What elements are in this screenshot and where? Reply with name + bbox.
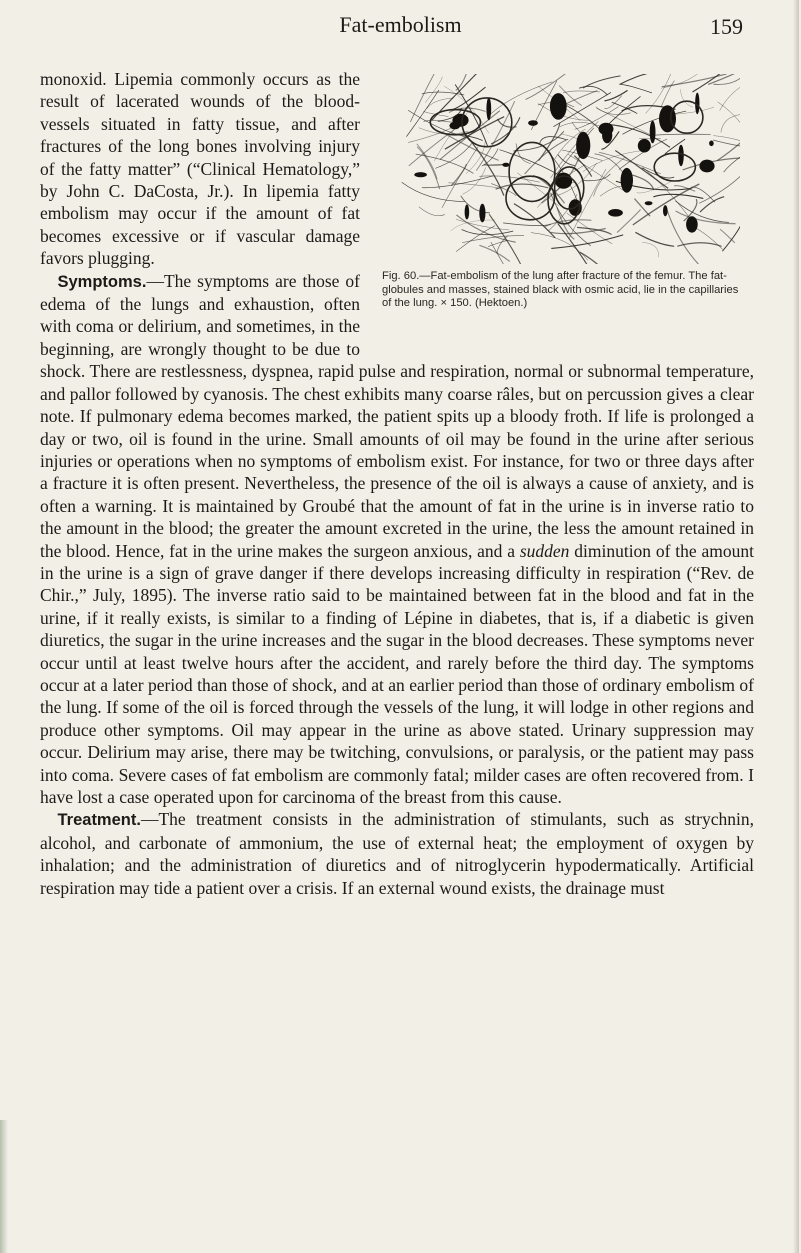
treatment-text: —The treatment consists in the administration of stimulants, such as strychnin, alcohol, and carbonate of ammonium, the use of external heat; the employment of oxygen by inhalation; and the administration of diuretics and of nitroglycerin hypodermatically. Artificial respiration may tide a patient over a crisis. If an external wound exists, the drainage must bbox=[40, 809, 754, 898]
paragraph-text: monoxid. Lipemia commonly occurs as the result of lacerated wounds of the blood-vessels situated in fatty tissue, and after fractures of the long bones involving injury of the fatty matter” (“Clinical Hematology,” by John C. DaCosta, Jr.). In lipemia fatty embolism may occur if the amount of fat becomes excessive or if vascular damage favors plugging. bbox=[40, 69, 360, 269]
page-header bbox=[0, 12, 801, 42]
body-text bbox=[40, 68, 754, 899]
symptoms-text-2: diminution of the amount in the urine is a sign of grave danger if there develops increasing difficulty in respiration (“Rev. de Chir.,” July, 1895). The inverse ratio said to be maintained between fat in the blood and fat in the urine, if it really exists, is similar to a finding of Lépine in diabetes, that is, if a diabetic is given diuretics, the sugar in the urine increases and the sugar in the blood decreases. These symptoms never occur until at least twelve hours after the accident, and rarely before the third day. The symptoms occur at a later period than those of shock, and at an earlier period than those of ordinary embolism of the lung. If some of the oil is forced through the vessels of the lung, it will lodge in other regions and produce other symptoms. Oil may appear in the urine as above stated. Urinary suppression may occur. Delirium may arise, there may be twitching, convulsions, or paralysis, or the patient may pass into coma. Severe cases of fat embolism are commonly fatal; milder cases are often recovered from. I have lost a case operated upon for carcinoma of the breast from this cause. bbox=[40, 540, 754, 807]
running-head: Fat-embolism bbox=[339, 12, 462, 37]
paragraph-symptoms bbox=[40, 270, 754, 809]
page-number: 159 bbox=[710, 14, 743, 39]
symptoms-heading: Symptoms. bbox=[57, 272, 147, 291]
lung-histology-illustration bbox=[390, 74, 740, 264]
treatment-heading: Treatment. bbox=[57, 811, 141, 830]
figure-60 bbox=[374, 70, 754, 340]
paragraph-treatment bbox=[40, 808, 754, 899]
binding-stain bbox=[0, 1120, 8, 1253]
histology-strokes bbox=[402, 74, 740, 264]
symptoms-italic: sudden bbox=[519, 540, 570, 561]
symptoms-text-1: —The symptoms are those of edema of the lungs and exhaustion, often with coma or delirium, and sometimes, in the beginning, are wrongly thought to be due to shock. There are restlessness, dyspnea, rapid pulse and respiration, normal or subnormal temperature, and pallor followed by cyanosis. The chest exhibits many coarse râles, but on percussion gives a clear note. If pulmonary edema becomes marked, the patient spits up a bloody froth. If life is prolonged a day or two, oil is found in the urine. Small amounts of oil may be found in the urine after serious injuries or operations when no symptoms of embolism exist. For instance, for two or three days after a fracture it is often present. Nevertheless, the presence of the oil is always a cause of anxiety, and is often a warning. It is maintained by Groubé that the amount of fat in the urine is in inverse ratio to the amount in the blood; the greater the amount excreted in the urine, the less the amount retained in the blood. Hence, fat in the urine makes the surgeon anxious, and a bbox=[40, 270, 754, 561]
page-edge-shadow bbox=[793, 0, 799, 1253]
figure-caption: Fig. 60.—Fat-embolism of the lung after fracture of the femur. The fat-globules and masses, stained black with osmic acid, lie in the capillaries of the lung. × 150. (Hektoen.) bbox=[382, 270, 739, 310]
